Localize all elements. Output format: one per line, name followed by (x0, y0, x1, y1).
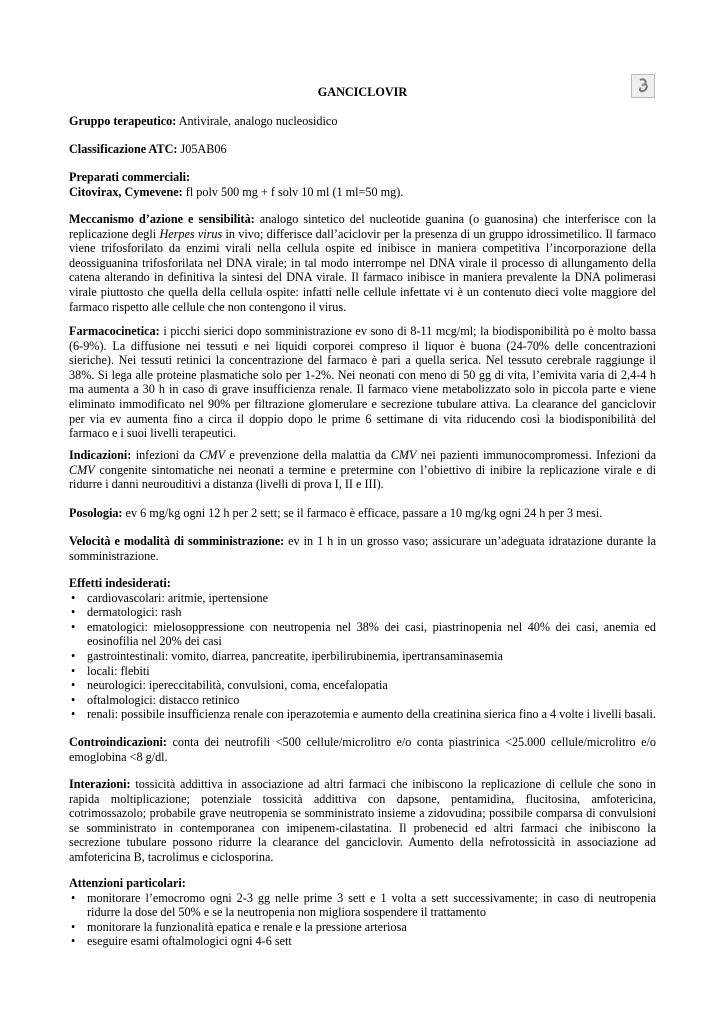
effetti-indesiderati (69, 576, 656, 722)
preparati-brands: Citovirax, Cymevene: (69, 184, 183, 199)
attenzioni-list (69, 891, 656, 949)
list-item: • dermatologici: rash (69, 605, 656, 620)
meccanismo-italic: Herpes virus (159, 226, 223, 241)
posologia-text: ev 6 mg/kg ogni 12 h per 2 sett; se il farmaco è efficace, passare a 10 mg/kg ogni 24 h per 3 mesi. (122, 506, 603, 520)
indicazioni-text-4: congenite sintomatiche nei neonati a termine e pretermine con l’obiettivo di inibire la replicazione virale e di ridurre i danni neurouditivi a distanza (livelli di prova I, II e III). (69, 462, 656, 492)
preparati-value: fl polv 500 mg + f solv 10 ml (1 ml=50 mg). (182, 184, 404, 199)
farmacocinetica-label: Farmacocinetica: (69, 324, 160, 338)
indicazioni-label: Indicazioni: (69, 448, 132, 462)
gruppo-label: Gruppo terapeutico: (69, 114, 177, 128)
atc-value: J05AB06 (177, 142, 227, 156)
indicazioni-text-2: e prevenzione della malattia da (225, 448, 391, 462)
list-item: • eseguire esami oftalmologici ogni 4-6 sett (69, 934, 656, 949)
interazioni-text: tossicità addittiva in associazione ad altri farmaci che inibiscono la replicazione di cellule che sono in rapida moltiplicazione; potenziale tossicità addittiva con dapsone, pentamidina, flucitosina, amfotericina, cotrimossazolo; probabile grave neutropenia se somministrato insieme a zidovudina; possibile comparsa di convulsioni se somministrato in contemporanea con imipenem-cilastatina. Il probenecid ed altri farmaci che inibiscono la secrezione tubulare possono ridurre la clearance del ganciclovir. Aumento della nefrotossicità in associazione ad amfotericina B, tacrolimus e ciclosporina. (69, 777, 656, 864)
attenzioni-label: Attenzioni particolari: (69, 876, 186, 890)
list-item: • monitorare l’emocromo ogni 2-3 gg nelle prime 3 sett e 1 volta a sett successivamente; in caso di neutropenia ridurre la dose del 50% e se la neutropenia non migliora sospendere il trattamento (69, 891, 656, 920)
interazioni (69, 777, 656, 865)
indicazioni-italic-1: CMV (199, 448, 226, 462)
velocita-somministrazione (69, 534, 656, 563)
meccanismo-text-1: analogo sintetico del nucleotide guanina (o guanosina) che interferisce con la replicazione degli (69, 212, 656, 241)
list-item: • locali: flebiti (69, 664, 656, 679)
classificazione-atc (69, 142, 656, 157)
list-item: • gastrointestinali: vomito, diarrea, pancreatite, iperbilirubinemia, ipertransaminasemia (69, 649, 656, 664)
farmacocinetica-text: i picchi sierici dopo somministrazione ev sono di 8-11 mcg/ml; la biodisponibilità po è molto bassa (6-9%). La diffusione nei tessuti e nei liquidi corporei compreso il liquor è buona (24-70% delle concentrazioni sieriche). Nei tessuti retinici la concentrazione del farmaco è pari a quella serica. Nel tessuto cerebrale raggiunge il 38%. Si lega alle proteine plasmatiche solo per 1-2%. Nei neonati con meno di 50 gg di vita, l’emivita varia di 2,4-4 h ma aumenta a 30 h in caso di grave insufficienza renale. Il farmaco viene metabolizzato solo in piccola parte e viene eliminato immodificato nel 90% per filtrazione glomerulare e secrezione tubulare attiva. La clearance del ganciclovir per via ev aumenta fino a circa il doppio dopo le prime 6 settimane di vita riducendo così la biodisponibilità del farmaco e i suoi livelli terapeutici. (69, 324, 656, 441)
gruppo-terapeutico (69, 114, 656, 129)
controindicazioni-text: conta dei neutrofili <500 cellule/microlitro e/o conta piastrinica <25.000 cellule/microlitro e/o emoglobina <8 g/dl. (69, 735, 656, 764)
preparati-commerciali (69, 170, 656, 199)
interazioni-label: Interazioni: (69, 777, 131, 791)
indicazioni-italic-2: CMV (390, 448, 417, 462)
effetti-list (69, 591, 656, 722)
page-title: GANCICLOVIR (317, 85, 408, 99)
meccanismo-azione (69, 212, 656, 314)
attenzioni-particolari (69, 876, 656, 949)
list-item: • ematologici: mielosoppressione con neutropenia nel 38% dei casi, piastrinopenia nel 40% dei casi, anemia ed eosinofilia nel 20% dei casi (69, 620, 656, 649)
list-item: • monitorare la funzionalità epatica e renale e la pressione arteriosa (69, 920, 656, 935)
indicazioni-italic-3: CMV (69, 462, 95, 477)
indicazioni-text-3: nei pazienti immunocompromessi. Infezioni da (416, 448, 656, 462)
list-item: • neurologici: ipereccitabilità, convulsioni, coma, encefalopatia (69, 678, 656, 693)
posologia (69, 506, 656, 521)
list-item: • cardiovascolari: aritmie, ipertensione (69, 591, 656, 606)
effetti-label: Effetti indesiderati: (69, 576, 171, 590)
indicazioni-text-1: infezioni da (131, 448, 200, 462)
controindicazioni (69, 735, 656, 764)
controindicazioni-label: Controindicazioni: (69, 735, 167, 749)
velocita-text: ev in 1 h in un grosso vaso; assicurare un’adeguata idratazione durante la somministrazione. (69, 534, 656, 563)
atc-label: Classificazione ATC: (69, 142, 178, 156)
meccanismo-label: Meccanismo d’azione e sensibilità: (69, 212, 255, 226)
meccanismo-text-2: in vivo; differisce dall’aciclovir per la presenza di un gruppo idrossimetilico. Il farmaco viene trifosforilato da enzimi virali nella cellula ospite ed inibisce in maniera competitiva l’incorporazione della deossiguanina trifosforilata nel DNA virale; in tal modo interrompe nel DNA virale il processo di allungamento della catena alterando in definitiva la sintesi del DNA virale. Il farmaco inibisce in maniera prevalente la DNA polimerasi virale piuttosto che quella della cellula ospite: infatti nelle cellule infettate vi è un contenuto dieci volte maggiore del farmaco rispetto alle cellule che non contengono il virus. (69, 226, 656, 314)
preparati-label: Preparati commerciali: (69, 170, 191, 184)
indicazioni (69, 448, 656, 492)
velocita-label: Velocità e modalità di somministrazione: (69, 534, 285, 548)
farmacocinetica (69, 324, 656, 441)
gruppo-value: Antivirale, analogo nucleosidico (176, 114, 338, 128)
list-item: • oftalmologici: distacco retinico (69, 693, 656, 708)
posologia-label: Posologia: (69, 506, 123, 520)
list-item: • renali: possibile insufficienza renale con iperazotemia e aumento della creatinina sierica fino a 4 volte i livelli basali. (69, 707, 656, 722)
